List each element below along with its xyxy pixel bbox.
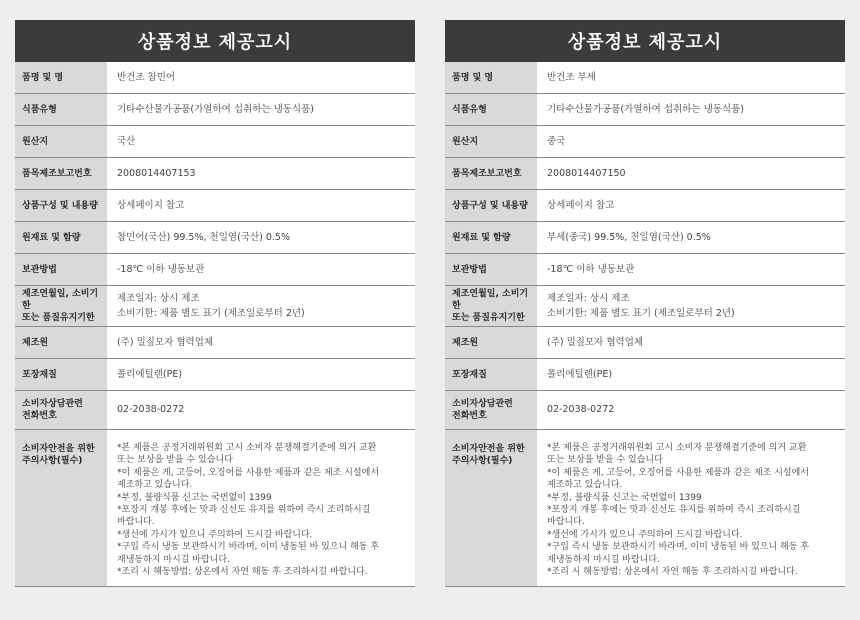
row-value-report-number: 2008014407150 [537, 158, 845, 189]
table-row [15, 190, 415, 222]
row-value-precautions: *본 제품은 공정거래위원회 고시 소비자 분쟁해결기준에 의거 교환 또는 보상을 받을 수 있습니다 *이 제품은 게, 고등어, 오징어를 사용한 제품과 같은 제조 시설에서 제조하고 있습니다. *부정, 불량식품 신고는 국번없이 1399 *포장지 개봉 후에는 맛과 신선도 유지를 위하여 즉시 조리하시길 바랍니다. *생선에 가시가 있으니 주의하여 드시길 바랍니다. *구입 즉시 냉동 보관하시기 바라며, 이미 냉동된 바 있으니 해동 후 재냉동하지 마시길 바랍니다. *조리 시 해동방법: 상온에서 자연 해동 후 조리하시길 바랍니다. [537, 430, 845, 586]
table-row [15, 254, 415, 286]
row-value-origin: 중국 [537, 126, 845, 157]
table-row [15, 391, 415, 430]
row-label-packaging: 포장재질 [445, 359, 537, 390]
row-value-product-name: 반건조 부세 [537, 62, 845, 93]
table-row [445, 286, 845, 327]
row-value-storage: -18℃ 이하 냉동보관 [107, 254, 415, 285]
row-value-phone: 02-2038-0272 [537, 391, 845, 429]
table-row [15, 62, 415, 94]
row-value-manufacturer: (주) 밀짚모자 협력업체 [107, 327, 415, 358]
row-label-precautions: 소비자안전을 위한 주의사항(필수) [445, 430, 537, 586]
row-label-phone: 소비자상담관련 전화번호 [15, 391, 107, 429]
table-row [15, 327, 415, 359]
table-row [445, 391, 845, 430]
row-value-report-number: 2008014407153 [107, 158, 415, 189]
row-label-phone: 소비자상담관련 전화번호 [445, 391, 537, 429]
row-value-phone: 02-2038-0272 [107, 391, 415, 429]
table-row [445, 94, 845, 126]
row-value-packaging: 폴리에틸렌(PE) [107, 359, 415, 390]
row-value-dates: 제조일자: 상시 제조 소비기한: 제품 별도 표기 (제조일로부터 2년) [537, 286, 845, 326]
row-value-composition: 상세페이지 참고 [537, 190, 845, 221]
row-value-precautions: *본 제품은 공정거래위원회 고시 소비자 분쟁해결기준에 의거 교환 또는 보상을 받을 수 있습니다 *이 제품은 게, 고등어, 오징어를 사용한 제품과 같은 제조 시설에서 제조하고 있습니다. *부정, 불량식품 신고는 국번없이 1399 *포장지 개봉 후에는 맛과 신선도 유지를 위하여 즉시 조리하시길 바랍니다. *생선에 가시가 있으니 주의하여 드시길 바랍니다. *구입 즉시 냉동 보관하시기 바라며, 이미 냉동된 바 있으니 해동 후 재냉동하지 마시길 바랍니다. *조리 시 해동방법: 상온에서 자연 해동 후 조리하시길 바랍니다. [107, 430, 415, 586]
table-row [445, 327, 845, 359]
table-row [15, 222, 415, 254]
row-label-food-type: 식품유형 [15, 94, 107, 125]
row-label-origin: 원산지 [15, 126, 107, 157]
row-label-precautions: 소비자안전을 위한 주의사항(필수) [15, 430, 107, 586]
table-row [445, 62, 845, 94]
row-label-dates: 제조연월일, 소비기한 또는 품질유지기한 [445, 286, 537, 326]
row-value-storage: -18℃ 이하 냉동보관 [537, 254, 845, 285]
row-value-ingredients: 참민어(국산) 99.5%, 천일염(국산) 0.5% [107, 222, 415, 253]
table-row [445, 158, 845, 190]
table-title: 상품정보 제공고시 [445, 20, 845, 62]
row-label-storage: 보관방법 [15, 254, 107, 285]
table-row [15, 94, 415, 126]
table-row [445, 430, 845, 587]
row-label-packaging: 포장재질 [15, 359, 107, 390]
row-label-ingredients: 원재료 및 함량 [445, 222, 537, 253]
table-row [15, 158, 415, 190]
table-row [15, 430, 415, 587]
product-info-table-right [445, 20, 845, 587]
row-label-food-type: 식품유형 [445, 94, 537, 125]
row-value-food-type: 기타수산물가공품(가열하여 섭취하는 냉동식품) [537, 94, 845, 125]
row-value-composition: 상세페이지 참고 [107, 190, 415, 221]
row-label-dates: 제조연월일, 소비기한 또는 품질유지기한 [15, 286, 107, 326]
table-row [445, 359, 845, 391]
row-value-food-type: 기타수산물가공품(가열하여 섭취하는 냉동식품) [107, 94, 415, 125]
table-row [445, 190, 845, 222]
table-row [15, 286, 415, 327]
row-value-ingredients: 부세(중국) 99.5%, 천일염(국산) 0.5% [537, 222, 845, 253]
row-label-product-name: 품명 및 명 [15, 62, 107, 93]
row-label-manufacturer: 제조원 [445, 327, 537, 358]
product-info-table-left [15, 20, 415, 587]
table-row [15, 126, 415, 158]
row-value-origin: 국산 [107, 126, 415, 157]
row-label-manufacturer: 제조원 [15, 327, 107, 358]
row-label-product-name: 품명 및 명 [445, 62, 537, 93]
row-value-dates: 제조일자: 상시 제조 소비기한: 제품 별도 표기 (제조일로부터 2년) [107, 286, 415, 326]
row-label-ingredients: 원재료 및 함량 [15, 222, 107, 253]
row-label-origin: 원산지 [445, 126, 537, 157]
row-value-packaging: 폴리에틸렌(PE) [537, 359, 845, 390]
table-row [445, 126, 845, 158]
row-label-report-number: 품목제조보고번호 [15, 158, 107, 189]
row-label-report-number: 품목제조보고번호 [445, 158, 537, 189]
row-value-manufacturer: (주) 밀짚모자 협력업체 [537, 327, 845, 358]
table-row [445, 254, 845, 286]
row-label-storage: 보관방법 [445, 254, 537, 285]
row-label-composition: 상품구성 및 내용량 [445, 190, 537, 221]
table-title: 상품정보 제공고시 [15, 20, 415, 62]
table-row [15, 359, 415, 391]
table-row [445, 222, 845, 254]
row-value-product-name: 반건조 참민어 [107, 62, 415, 93]
row-label-composition: 상품구성 및 내용량 [15, 190, 107, 221]
